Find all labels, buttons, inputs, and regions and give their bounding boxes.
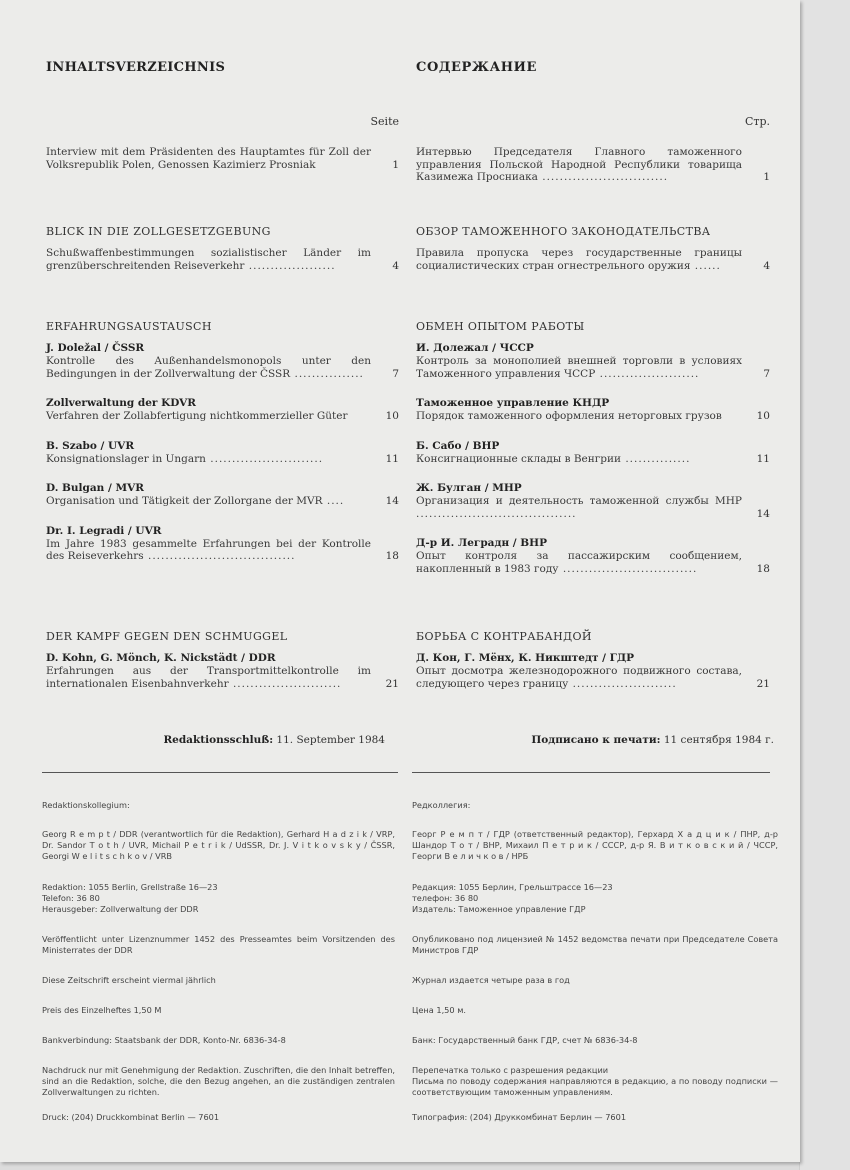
german-section-smuggling (46, 630, 399, 707)
toc-entry[interactable] (46, 652, 399, 690)
german-divider (42, 772, 398, 773)
entry-author: Zollverwaltung der KDVR (46, 397, 197, 409)
board-label: Redaktionskollegium: (42, 800, 130, 810)
board-label: Редколлегия: (412, 800, 471, 810)
toc-entry[interactable] (46, 397, 399, 423)
entry-page-number: 18 (756, 562, 770, 575)
german-column (42, 0, 399, 1162)
entry-title: Interview mit dem Präsidenten des Hauptamtes für Zoll der Volksrepublik Polen, Genossen Kazimierz Prosniak (46, 146, 371, 171)
section-heading: ERFAHRUNGSAUSTAUSCH (46, 320, 212, 333)
contact-block (412, 882, 778, 915)
entry-author: И. Долежал / ЧССР (416, 342, 534, 354)
leader-dots: ...... (690, 259, 721, 272)
entry-page-number: 7 (763, 367, 770, 380)
frequency: Журнал издается четыре раза в год (412, 975, 570, 985)
german-imprint (42, 800, 395, 1139)
entry-title: Интервью Председателя Главного таможенного управления Польской Народной Республики товарища Казимежа Просниака (416, 146, 742, 183)
reprint-notice: Nachdruck nur mit Genehmigung der Redaktion. Zuschriften, die den Inhalt betreffen, sind an die Redaktion, solche, die den Bezug angehen, an die zuständigen zentralen Zollverwaltungen zu richten. (42, 1065, 395, 1097)
price: Цена 1,50 м. (412, 1005, 466, 1015)
toc-entry[interactable] (46, 342, 399, 380)
entry-page-number: 4 (392, 259, 399, 272)
entry-author: D. Kohn, G. Mönch, K. Nickstädt / DDR (46, 652, 276, 664)
toc-entry[interactable] (416, 247, 770, 272)
entry-author: Таможенное управление КНДР (416, 397, 610, 409)
russian-column (412, 0, 778, 1162)
leader-dots: .................... (244, 259, 336, 272)
deadline-label: Redaktionsschluß: (163, 734, 274, 746)
entry-page-number: 1 (392, 158, 399, 171)
signed-label: Подписано к печати: (531, 734, 661, 746)
entry-title: Опыт контроля за пассажирским сообщением, накопленный в 1983 году (416, 550, 742, 575)
leader-dots: .... (322, 495, 345, 507)
toc-entry[interactable] (416, 482, 770, 520)
entry-title: Im Jahre 1983 gesammelte Erfahrungen bei der Kontrolle des Reiseverkehrs (46, 537, 371, 562)
entry-author: J. Doležal / ČSSR (46, 342, 145, 354)
russian-intro (416, 146, 770, 201)
section-heading: ОБЗОР ТАМОЖЕННОГО ЗАКОНОДАТЕЛЬСТВА (416, 225, 711, 238)
entry-title: Контроль за монополией внешней торговли в условиях Таможенного управления ЧССР (416, 355, 742, 380)
entry-title: Erfahrungen aus der Transportmittelkontrolle im internationalen Eisenbahnverkehr (46, 665, 371, 690)
contact-block (42, 882, 395, 915)
license: Опубликовано под лицензией № 1452 ведомства печати при Председателе Совета Министров ГДР (412, 934, 778, 955)
german-toc-title: INHALTSVERZEICHNIS (46, 60, 226, 75)
toc-entry[interactable] (46, 525, 399, 563)
entry-author: Д. Кон, Г. Мёнх, К. Никштедт / ГДР (416, 652, 635, 664)
leader-dots: ............... (621, 452, 691, 465)
german-intro (46, 146, 399, 188)
entry-title: Порядок таможенного оформления неторговых грузов (416, 410, 722, 422)
leader-dots: ............................. (537, 171, 669, 183)
entry-author: D. Bulgan / MVR (46, 482, 144, 494)
toc-entry[interactable] (46, 482, 399, 508)
leader-dots: ................ (290, 367, 364, 380)
signed-date: 11 сентября 1984 г. (663, 734, 774, 746)
reprint-notice (412, 1065, 778, 1098)
russian-section-smuggling (416, 630, 770, 707)
section-heading: BLICK IN DIE ZOLLGESETZGEBUNG (46, 225, 271, 238)
printer: Druck: (204) Druckkombinat Berlin — 7601 (42, 1112, 220, 1122)
german-page-label: Seite (370, 115, 399, 128)
entry-title: Опыт досмотра железнодорожного подвижного состава, следующего через границу (416, 665, 742, 690)
entry-author: Ж. Булган / МНР (416, 482, 522, 494)
toc-entry[interactable] (416, 652, 770, 690)
entry-author: Dr. I. Legradi / UVR (46, 524, 162, 537)
german-editorial-deadline (163, 734, 385, 746)
leader-dots: ..................................... (416, 507, 577, 520)
leader-dots: ......................... (228, 677, 342, 690)
toc-entry[interactable] (46, 440, 399, 466)
section-heading: ОБМЕН ОПЫТОМ РАБОТЫ (416, 320, 585, 333)
leader-dots: ....................... (595, 367, 700, 380)
publisher: Издатель: Таможенное управление ГДР (412, 904, 586, 914)
entry-title: Verfahren der Zollabfertigung nichtkommerzieller Güter (46, 410, 348, 422)
toc-entry[interactable] (46, 146, 399, 171)
editorial-board: Georg R e m p t / DDR (verantwortlich für die Redaktion), Gerhard H a d z i k / VRP, Dr. Sandor T o t h / UVR, Michail P e t r i k / UdSSR, Dr. J. V i t k o v s k y / ČSSR, Georgi W e l i t s c h k o v / VRB (42, 829, 395, 861)
leader-dots: .................................. (143, 550, 296, 562)
entry-page-number: 1 (763, 171, 770, 183)
deadline-date: 11. September 1984 (276, 734, 385, 746)
entry-title: Kontrolle des Außenhandelsmonopols unter den Bedingungen in der Zollverwaltung der ČSSR (46, 355, 371, 380)
editorial-address: Редакция: 1055 Берлин, Грельштрассе 16—23 (412, 882, 613, 892)
entry-page-number: 14 (756, 507, 770, 520)
entry-title: Консигнационные склады в Венгрии (416, 452, 621, 465)
entry-title: Правила пропуска через государственные границы социалистических стран огнестрельного оружия (416, 247, 742, 272)
russian-section-exchange (416, 320, 770, 592)
entry-author: Д-р И. Леградн / ВНР (416, 537, 547, 549)
entry-page-number: 10 (385, 410, 399, 422)
entry-page-number: 7 (392, 367, 399, 380)
toc-entry[interactable] (416, 397, 770, 423)
german-section-legislation (46, 225, 399, 289)
toc-entry[interactable] (416, 440, 770, 466)
entry-page-number: 11 (756, 452, 770, 465)
frequency: Diese Zeitschrift erscheint viermal jährlich (42, 975, 216, 985)
entry-page-number: 21 (385, 677, 399, 690)
russian-toc-title: СОДЕРЖАНИЕ (416, 60, 538, 75)
license: Veröffentlicht unter Lizenznummer 1452 des Presseamtes beim Vorsitzenden des Ministerrates der DDR (42, 934, 395, 955)
entry-author: B. Szabo / UVR (46, 439, 135, 452)
entry-title: Schußwaffenbestimmungen sozialistischer Länder im grenzüberschreitenden Reiseverkehr (46, 247, 371, 272)
entry-author: Б. Сабо / ВНР (416, 439, 500, 452)
entry-page-number: 18 (385, 550, 399, 562)
leader-dots: ............................... (558, 562, 698, 575)
section-heading: БОРЬБА С КОНТРАБАНДОЙ (416, 630, 592, 643)
letters-line: Письма по поводу содержания направляются в редакцию, а по поводу подписки — соответствующим таможенным управлениям. (412, 1076, 778, 1097)
russian-signed-to-print (531, 734, 774, 746)
russian-imprint (412, 800, 778, 1139)
phone: телефон: 36 80 (412, 893, 479, 903)
reprint-line: Перепечатка только с разрешения редакции (412, 1065, 609, 1075)
entry-title: Konsignationslager in Ungarn (46, 452, 206, 465)
bank: Bankverbindung: Staatsbank der DDR, Konto-Nr. 6836-34-8 (42, 1035, 286, 1045)
printer: Типография: (204) Друккомбинат Берлин — 7601 (412, 1112, 627, 1122)
leader-dots: .......................... (205, 452, 324, 465)
german-section-exchange (46, 320, 399, 580)
entry-page-number: 21 (756, 677, 770, 690)
russian-divider (412, 772, 770, 773)
section-heading: DER KAMPF GEGEN DEN SCHMUGGEL (46, 630, 288, 643)
editorial-board: Георг Р е м п т / ГДР (ответственный редактор), Герхард Х а д ц и к / ПНР, д-р Шандор Т о т / ВНР, Михаил П е т р и к / СССР, д-р Я. В и т к о в с к и й / ЧССР, Георги В е л и ч к о в / НРБ (412, 829, 778, 861)
russian-page-label: Стр. (744, 115, 770, 128)
phone: Telefon: 36 80 (42, 893, 100, 903)
bank: Банк: Государственный банк ГДР, счет № 6836-34-8 (412, 1035, 638, 1045)
entry-page-number: 14 (385, 495, 399, 507)
leader-dots: ........................ (568, 677, 677, 690)
entry-title: Организация и деятельность таможенной службы МНР (416, 495, 742, 507)
editorial-address: Redaktion: 1055 Berlin, Grellstraße 16—23 (42, 882, 218, 892)
toc-entry[interactable] (416, 537, 770, 575)
price: Preis des Einzelheftes 1,50 M (42, 1005, 162, 1015)
entry-title: Organisation und Tätigkeit der Zollorgane der MVR (46, 495, 323, 507)
entry-page-number: 4 (763, 259, 770, 272)
toc-entry[interactable] (46, 247, 399, 272)
publisher: Herausgeber: Zollverwaltung der DDR (42, 904, 199, 914)
entry-page-number: 11 (385, 452, 399, 465)
scanner-background (799, 0, 850, 1170)
russian-section-legislation (416, 225, 770, 289)
toc-entry[interactable] (416, 146, 770, 184)
toc-entry[interactable] (416, 342, 770, 380)
entry-page-number: 10 (756, 410, 770, 422)
